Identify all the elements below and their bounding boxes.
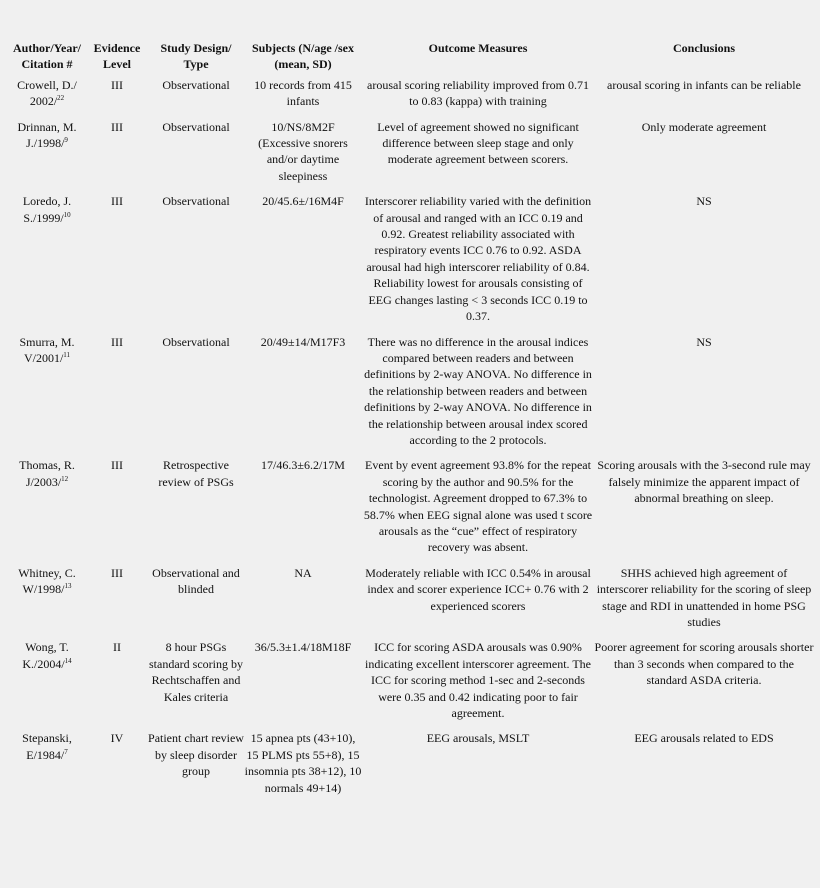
cell-study-design-text: 8 hour PSGs standard scoring by Rechtschaffen and Kales criteria [149, 640, 243, 704]
table-row [8, 193, 814, 333]
cell-conclusions [594, 565, 814, 640]
cell-evidence-level-text: III [111, 194, 123, 209]
citation-number: 22 [57, 94, 65, 103]
cell-conclusions [594, 119, 814, 194]
cell-author-text: Crowell, D./ 2002/ [17, 77, 77, 109]
cell-evidence-level-text: III [111, 119, 123, 134]
citation-number: 13 [64, 582, 72, 591]
cell-conclusions-text: arousal scoring in infants can be reliable [607, 77, 801, 92]
header-conclusions: Conclusions [672, 41, 736, 55]
evidence-table [8, 40, 814, 805]
table-row [8, 457, 814, 564]
cell-outcome-measures [362, 457, 594, 564]
cell-author [8, 193, 86, 333]
cell-author [8, 565, 86, 640]
cell-subjects [244, 193, 362, 333]
cell-outcome-measures [362, 565, 594, 640]
header-study-design: Study Design/ Type [160, 41, 232, 72]
cell-evidence-level [86, 457, 148, 564]
cell-conclusions-text: NS [696, 334, 712, 349]
cell-study-design [148, 639, 244, 730]
cell-conclusions-text: Poorer agreement for scoring arousals shorter than 3 seconds when compared to the standard ASDA criteria. [594, 640, 814, 688]
cell-subjects [244, 77, 362, 119]
cell-evidence-level-text: III [111, 458, 123, 473]
cell-study-design [148, 730, 244, 805]
cell-outcome-measures [362, 77, 594, 119]
cell-study-design-text: Observational and blinded [152, 565, 240, 597]
cell-study-design [148, 119, 244, 194]
citation-number: 14 [64, 656, 72, 665]
cell-evidence-level-text: III [111, 334, 123, 349]
cell-evidence-level [86, 193, 148, 333]
cell-study-design-text: Patient chart review by sleep disorder group [148, 731, 244, 779]
cell-outcome-measures-text: Moderately reliable with ICC 0.54% in arousal index and scorer experience ICC+ 0.76 with 2 experienced scorers [365, 565, 591, 613]
cell-author-text: Loredo, J. S./1999/ [22, 194, 72, 225]
header-subjects: Subjects (N/age /sex (mean, SD) [252, 41, 354, 72]
table-row [8, 119, 814, 194]
cell-author [8, 730, 86, 805]
cell-outcome-measures-text: EEG arousals, MSLT [426, 731, 530, 746]
cell-evidence-level [86, 565, 148, 640]
cell-study-design-text: Retrospective review of PSGs [158, 458, 234, 489]
cell-study-design-text: Observational [162, 77, 230, 92]
cell-evidence-level [86, 119, 148, 194]
cell-evidence-level [86, 77, 148, 119]
citation-number: 9 [64, 136, 68, 145]
cell-subjects-text: NA [294, 565, 312, 580]
cell-evidence-level [86, 334, 148, 458]
header-author: Author/Year/ Citation # [13, 41, 81, 72]
table-row [8, 730, 814, 805]
cell-outcome-measures [362, 193, 594, 333]
cell-outcome-measures-text: arousal scoring reliability improved from 0.71 to 0.83 (kappa) with training [367, 77, 589, 109]
cell-study-design-text: Observational [162, 194, 230, 209]
table-header-row [8, 40, 814, 77]
cell-outcome-measures-text: Interscorer reliability varied with the definition of arousal and ranged with an ICC 0.19 and 0.92. Greatest reliability associated with respiratory events ICC 0.76 to 0.92. ASDA arousal had high interscorer reliability of 0.84. Reliability lowest for arousals consisting of EEG changes lasting < 3 seconds ICC 0.19 to 0.37. [364, 194, 592, 324]
cell-outcome-measures-text: ICC for scoring ASDA arousals was 0.90% indicating excellent interscorer agreement. The ICC for scoring method 1-sec and 2-seconds were 0.35 and 0.42 indicating poor to fair agreement. [364, 640, 591, 721]
cell-author-text: Smurra, M. V/2001/ [19, 334, 75, 365]
cell-conclusions-text: Only moderate agreement [641, 119, 767, 134]
citation-number: 12 [61, 474, 69, 483]
cell-study-design [148, 334, 244, 458]
cell-author-text: Wong, T. K./2004/ [22, 640, 69, 671]
cell-evidence-level-text: IV [110, 731, 124, 746]
cell-author-text: Whitney, C. W/1998/ [18, 565, 76, 597]
cell-conclusions-text: NS [696, 194, 712, 209]
table-row [8, 77, 814, 119]
cell-subjects [244, 730, 362, 805]
cell-evidence-level [86, 730, 148, 805]
cell-author [8, 77, 86, 119]
cell-author [8, 639, 86, 730]
cell-subjects-text: 15 apnea pts (43+10), 15 PLMS pts 55+8), 15 insomnia pts 38+12), 10 normals 49+14) [244, 731, 362, 795]
cell-outcome-measures [362, 334, 594, 458]
cell-subjects-text: 17/46.3±6.2/17M [261, 458, 345, 473]
citation-number: 10 [63, 210, 71, 219]
cell-study-design [148, 457, 244, 564]
cell-study-design-text: Observational [162, 334, 230, 349]
cell-subjects-text: 20/45.6±/16M4F [262, 194, 344, 209]
cell-study-design [148, 193, 244, 333]
cell-outcome-measures [362, 639, 594, 730]
cell-subjects-text: 10/NS/8M2F (Excessive snorers and/or daytime sleepiness [258, 119, 348, 183]
cell-conclusions [594, 77, 814, 119]
cell-subjects [244, 457, 362, 564]
table-row [8, 334, 814, 458]
header-evidence-level: Evidence Level [93, 41, 141, 72]
cell-subjects-text: 20/49±14/M17F3 [260, 334, 346, 349]
cell-study-design-text: Observational [162, 119, 230, 134]
cell-author-text: Drinnan, M. J./1998/ [17, 119, 77, 151]
cell-conclusions [594, 457, 814, 564]
cell-conclusions-text: SHHS achieved high agreement of interscorer reliability for the scoring of sleep stage and RDI in unattended in home PSG studies [596, 565, 812, 629]
citation-number: 11 [63, 350, 71, 359]
cell-evidence-level-text: II [113, 640, 121, 655]
cell-study-design [148, 77, 244, 119]
cell-subjects-text: 10 records from 415 infants [254, 77, 352, 109]
cell-subjects-text: 36/5.3±1.4/18M18F [254, 640, 352, 655]
cell-outcome-measures-text: Level of agreement showed no significant difference between sleep stage and only moderate agreement between scorers. [377, 119, 579, 167]
cell-outcome-measures-text: There was no difference in the arousal indices compared between readers and between definitions by 2-way ANOVA. No difference in the relationship between readers and between definitions by 2-way ANOVA. No difference in the relationship between arousal index scored according to the 2 protocols. [364, 334, 592, 447]
cell-subjects [244, 119, 362, 194]
cell-subjects [244, 565, 362, 640]
cell-conclusions-text: Scoring arousals with the 3-second rule may falsely minimize the apparent impact of abnormal breathing on sleep. [597, 458, 811, 506]
cell-outcome-measures [362, 119, 594, 194]
cell-evidence-level-text: III [111, 565, 123, 580]
cell-outcome-measures [362, 730, 594, 805]
table-row [8, 639, 814, 730]
cell-conclusions [594, 730, 814, 805]
cell-author [8, 457, 86, 564]
cell-author-text: Thomas, R. J/2003/ [19, 458, 75, 489]
cell-outcome-measures-text: Event by event agreement 93.8% for the repeat scoring by the author and 90.5% for the technologist. Agreement dropped to 67.3% to 58.7% when EEG signal alone was used t score arousals as the “cue” effect of respiratory recovery was absent. [363, 458, 593, 555]
cell-evidence-level-text: III [111, 77, 123, 92]
cell-subjects [244, 639, 362, 730]
cell-conclusions [594, 193, 814, 333]
citation-number: 7 [64, 747, 68, 756]
cell-conclusions [594, 334, 814, 458]
header-outcome-measures: Outcome Measures [428, 41, 528, 55]
cell-author-text: Stepanski, E/1984/ [22, 731, 72, 762]
cell-conclusions-text: EEG arousals related to EDS [634, 731, 774, 746]
cell-author [8, 119, 86, 194]
cell-evidence-level [86, 639, 148, 730]
table-row [8, 565, 814, 640]
cell-author [8, 334, 86, 458]
cell-conclusions [594, 639, 814, 730]
cell-study-design [148, 565, 244, 640]
cell-subjects [244, 334, 362, 458]
